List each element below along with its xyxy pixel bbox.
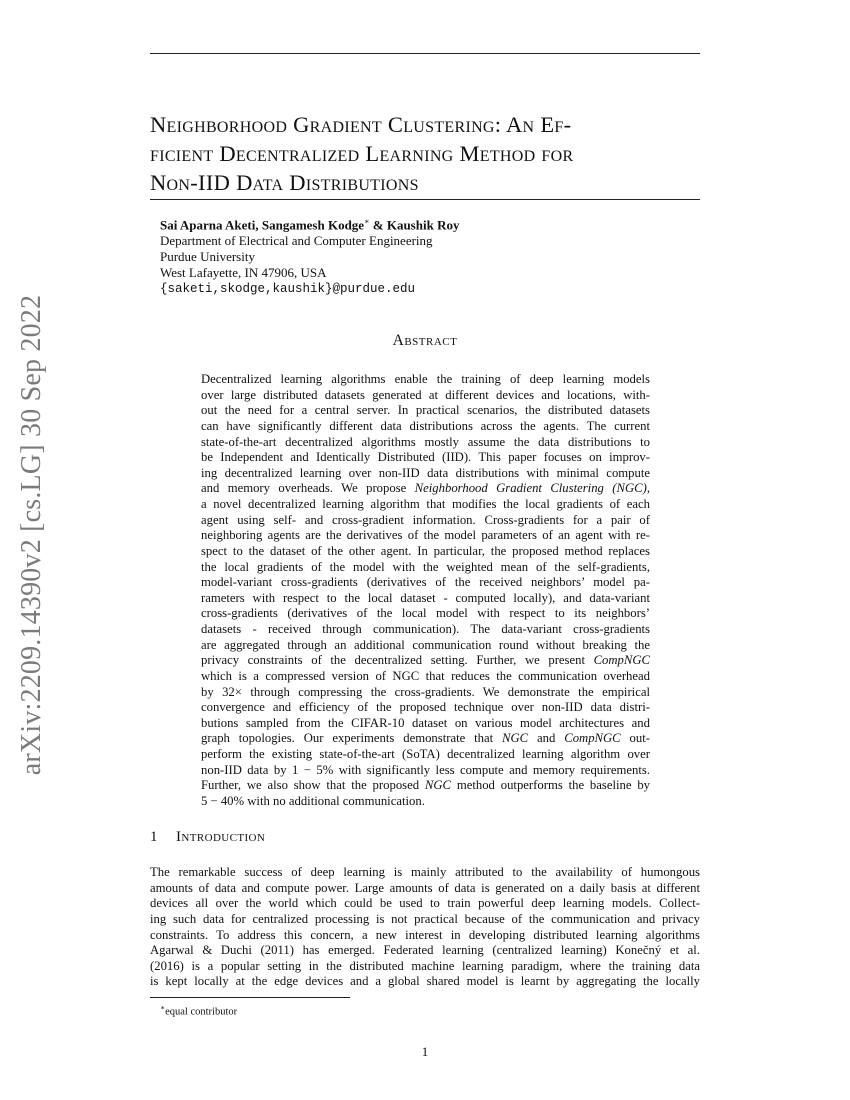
abstract-line: are aggregated through an additional communication round without breaking the bbox=[201, 637, 650, 652]
abstract-line: state-of-the-art decentralized algorithms mostly assume the data distributions to bbox=[201, 434, 650, 449]
abstract-line: be Independent and Identically Distributed (IID). This paper focuses on improv- bbox=[201, 450, 650, 465]
abstract-line: the local gradients of the model with the weighted mean of the self-gradients, bbox=[201, 559, 650, 574]
abstract-line: model-variant cross-gradients (derivatives of the received neighbors’ model pa- bbox=[201, 575, 650, 590]
author-names: Sai Aparna Aketi, Sangamesh Kodge∗ & Kaushik Roy bbox=[160, 217, 460, 233]
arxiv-stamp bbox=[6, 295, 58, 775]
abstract-line: cross-gradients (derivatives of the local model with respect to its neighbors’ bbox=[201, 606, 650, 621]
abstract-line: non-IID data by 1 − 5% with significantly less compute and memory requirements. bbox=[201, 762, 650, 777]
author-block bbox=[160, 214, 459, 297]
abstract-line: perform the existing state-of-the-art (SoTA) decentralized learning algorithm over bbox=[201, 747, 650, 761]
abstract-line: agent using self- and cross-gradient information. Cross-gradients for a pair of bbox=[201, 512, 650, 527]
abstract-line: convergence and efficiency of the proposed technique over non-IID data distri- bbox=[201, 700, 650, 715]
body-line: Agarwal & Duchi (2011) has emerged. Federated learning (centralized learning) Konečný et al. bbox=[150, 943, 700, 958]
footnote-text: equal contributor bbox=[165, 1006, 238, 1018]
footnote bbox=[160, 1003, 237, 1018]
introduction-body bbox=[150, 865, 700, 990]
abstract-line: Further, we also show that the proposed NGC method outperforms the baseline by bbox=[201, 778, 651, 793]
body-line: amounts of data and compute power. Large amounts of data is generated on a daily basis at different bbox=[150, 880, 700, 895]
arxiv-stamp-text: arXiv:2209.14390v2 [cs.LG] 30 Sep 2022 bbox=[16, 294, 47, 776]
paper-title bbox=[150, 110, 710, 197]
abstract-line: neighboring agents are the derivatives of the model parameters of an agent with re- bbox=[201, 528, 650, 543]
title-line: Non-IID Data Distributions bbox=[150, 170, 419, 195]
abstract-line: spect to the dataset of the other agent. In particular, the proposed method replaces bbox=[201, 543, 650, 558]
abstract-line: by 32× through compressing the cross-gradients. We demonstrate the empirical bbox=[201, 684, 650, 699]
abstract-line: and memory overheads. We propose Neighborhood Gradient Clustering (NGC), bbox=[201, 481, 650, 496]
footnote-mark: ∗ bbox=[160, 1003, 166, 1012]
abstract-heading: Abstract bbox=[392, 332, 458, 349]
body-line: ing such data for centralized processing is not practical because of the communication and privacy bbox=[150, 911, 700, 926]
abstract-line: which is a compressed version of NGC that reduces the communication overhead bbox=[201, 668, 650, 683]
abstract-line: rameters with respect to the local dataset - computed locally), and data-variant bbox=[201, 590, 650, 605]
abstract-line: butions sampled from the CIFAR-10 dataset on various model architectures and bbox=[201, 715, 650, 730]
body-line: is kept locally at the edge devices and a global shared model is learnt by aggregating the locally bbox=[150, 974, 700, 989]
title-bottom-rule bbox=[150, 199, 700, 200]
body-line: devices all over the world which could be used to train powerful deep learning models. Collect- bbox=[150, 896, 700, 911]
section-heading-introduction bbox=[150, 829, 265, 846]
abstract-line: 5 − 40% with no additional communication. bbox=[201, 793, 425, 808]
equal-contrib-mark: ∗ bbox=[364, 217, 370, 226]
body-line: constraints. To address this concern, a new interest in developing distributed learning algorithms bbox=[150, 927, 700, 942]
body-line: (2016) is a popular setting in the distributed machine learning paradigm, where the training data bbox=[150, 958, 700, 973]
footnote-rule bbox=[150, 997, 350, 998]
abstract-line: datasets - received through communication). The data-variant cross-gradients bbox=[201, 622, 650, 636]
author-university: Purdue University bbox=[160, 249, 255, 265]
title-line: ficient Decentralized Learning Method for bbox=[150, 141, 574, 166]
abstract-line: over large distributed datasets generated at different devices and locations, with- bbox=[201, 387, 650, 402]
abstract-line: graph topologies. Our experiments demonstrate that NGC and CompNGC out- bbox=[201, 731, 650, 746]
section-number: 1 bbox=[150, 829, 158, 845]
abstract-line: Decentralized learning algorithms enable the training of deep learning models bbox=[201, 372, 650, 386]
abstract-line: a novel decentralized learning algorithm that modifies the local gradients of each bbox=[201, 497, 650, 511]
abstract-line: out the need for a central server. In practical scenarios, the distributed datasets bbox=[201, 403, 650, 418]
title-line: Neighborhood Gradient Clustering: An Ef- bbox=[150, 112, 572, 137]
body-line: The remarkable success of deep learning is mainly attributed to the availability of humongous bbox=[150, 865, 700, 879]
author-department: Department of Electrical and Computer Engineering bbox=[160, 233, 433, 249]
author-address: West Lafayette, IN 47906, USA bbox=[160, 265, 327, 281]
page-number: 1 bbox=[421, 1044, 429, 1059]
abstract-line: can have significantly different data distributions across the agents. The current bbox=[201, 418, 650, 433]
author-email: {saketi,skodge,kaushik}@purdue.edu bbox=[160, 282, 416, 297]
title-top-rule bbox=[150, 53, 700, 54]
abstract-line: privacy constraints of the decentralized setting. Further, we present CompNGC bbox=[201, 653, 650, 668]
abstract-body bbox=[201, 372, 650, 810]
section-title: Introduction bbox=[176, 829, 266, 845]
abstract-line: ing decentralized learning over non-IID data distributions with minimal compute bbox=[201, 465, 650, 480]
